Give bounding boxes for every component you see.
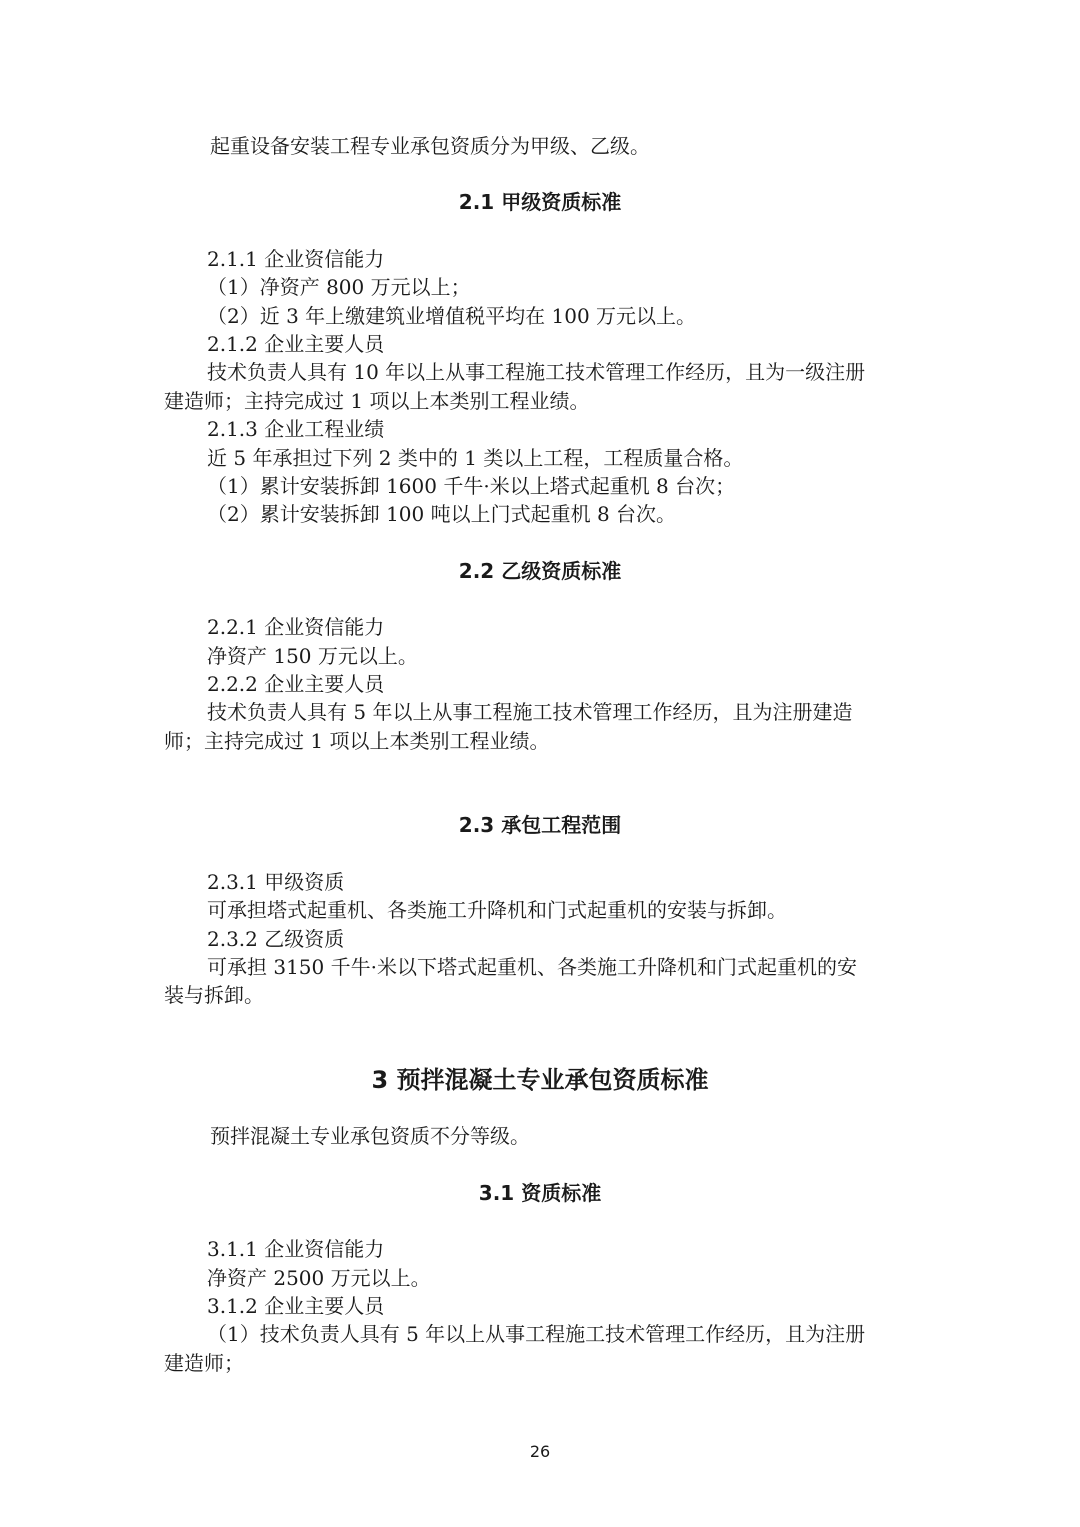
item-2-1-1: 2.1.1 企业资信能力 <box>207 247 385 271</box>
heading-2-1: 2.1 甲级资质标准 <box>458 190 622 214</box>
intro-crane-qualification: 起重设备安装工程专业承包资质分为甲级、乙级。 <box>210 134 650 158</box>
item-3-1-2: 3.1.2 企业主要人员 <box>207 1294 385 1318</box>
item-2-1-3-a: （1）累计安装拆卸 1600 千牛·米以上塔式起重机 8 台次； <box>207 474 736 498</box>
item-3-1-1: 3.1.1 企业资信能力 <box>207 1237 385 1261</box>
item-2-3-1: 2.3.1 甲级资质 <box>207 870 345 894</box>
item-3-1-2-a-cont: 建造师； <box>164 1351 244 1375</box>
intro-concrete-qualification: 预拌混凝土专业承包资质不分等级。 <box>210 1124 530 1148</box>
item-2-1-3: 2.1.3 企业工程业绩 <box>207 417 385 441</box>
heading-3-1: 3.1 资质标准 <box>478 1181 602 1205</box>
item-2-1-3-b: （2）累计安装拆卸 100 吨以上门式起重机 8 台次。 <box>207 502 677 526</box>
item-2-2-1-text: 净资产 150 万元以上。 <box>207 644 418 668</box>
item-3-1-1-text: 净资产 2500 万元以上。 <box>207 1266 431 1290</box>
item-2-1-2: 2.1.2 企业主要人员 <box>207 332 385 356</box>
item-2-1-1-a: （1）净资产 800 万元以上； <box>207 275 471 299</box>
item-2-2-2-text-cont: 师；主持完成过 1 项以上本类别工程业绩。 <box>164 729 550 753</box>
item-2-1-2-text: 技术负责人具有 10 年以上从事工程施工技术管理工作经历，且为一级注册 <box>207 360 866 384</box>
heading-2-3: 2.3 承包工程范围 <box>458 813 622 837</box>
item-2-1-3-text: 近 5 年承担过下列 2 类中的 1 类以上工程，工程质量合格。 <box>207 446 744 470</box>
item-2-1-1-b: （2）近 3 年上缴建筑业增值税平均在 100 万元以上。 <box>207 304 697 328</box>
page-number: 26 <box>529 1442 551 1461</box>
item-2-2-2: 2.2.2 企业主要人员 <box>207 672 385 696</box>
item-2-3-2-text: 可承担 3150 千牛·米以下塔式起重机、各类施工升降机和门式起重机的安 <box>207 955 857 979</box>
item-2-2-1: 2.2.1 企业资信能力 <box>207 615 385 639</box>
heading-3: 3 预拌混凝土专业承包资质标准 <box>371 1066 709 1094</box>
item-3-1-2-a: （1）技术负责人具有 5 年以上从事工程施工技术管理工作经历，且为注册 <box>207 1322 866 1346</box>
item-2-3-2: 2.3.2 乙级资质 <box>207 927 345 951</box>
item-2-2-2-text: 技术负责人具有 5 年以上从事工程施工技术管理工作经历，且为注册建造 <box>207 700 853 724</box>
item-2-3-2-text-cont: 装与拆卸。 <box>164 983 264 1007</box>
heading-2-2: 2.2 乙级资质标准 <box>458 559 622 583</box>
item-2-1-2-text-cont: 建造师；主持完成过 1 项以上本类别工程业绩。 <box>164 389 590 413</box>
item-2-3-1-text: 可承担塔式起重机、各类施工升降机和门式起重机的安装与拆卸。 <box>207 898 787 922</box>
